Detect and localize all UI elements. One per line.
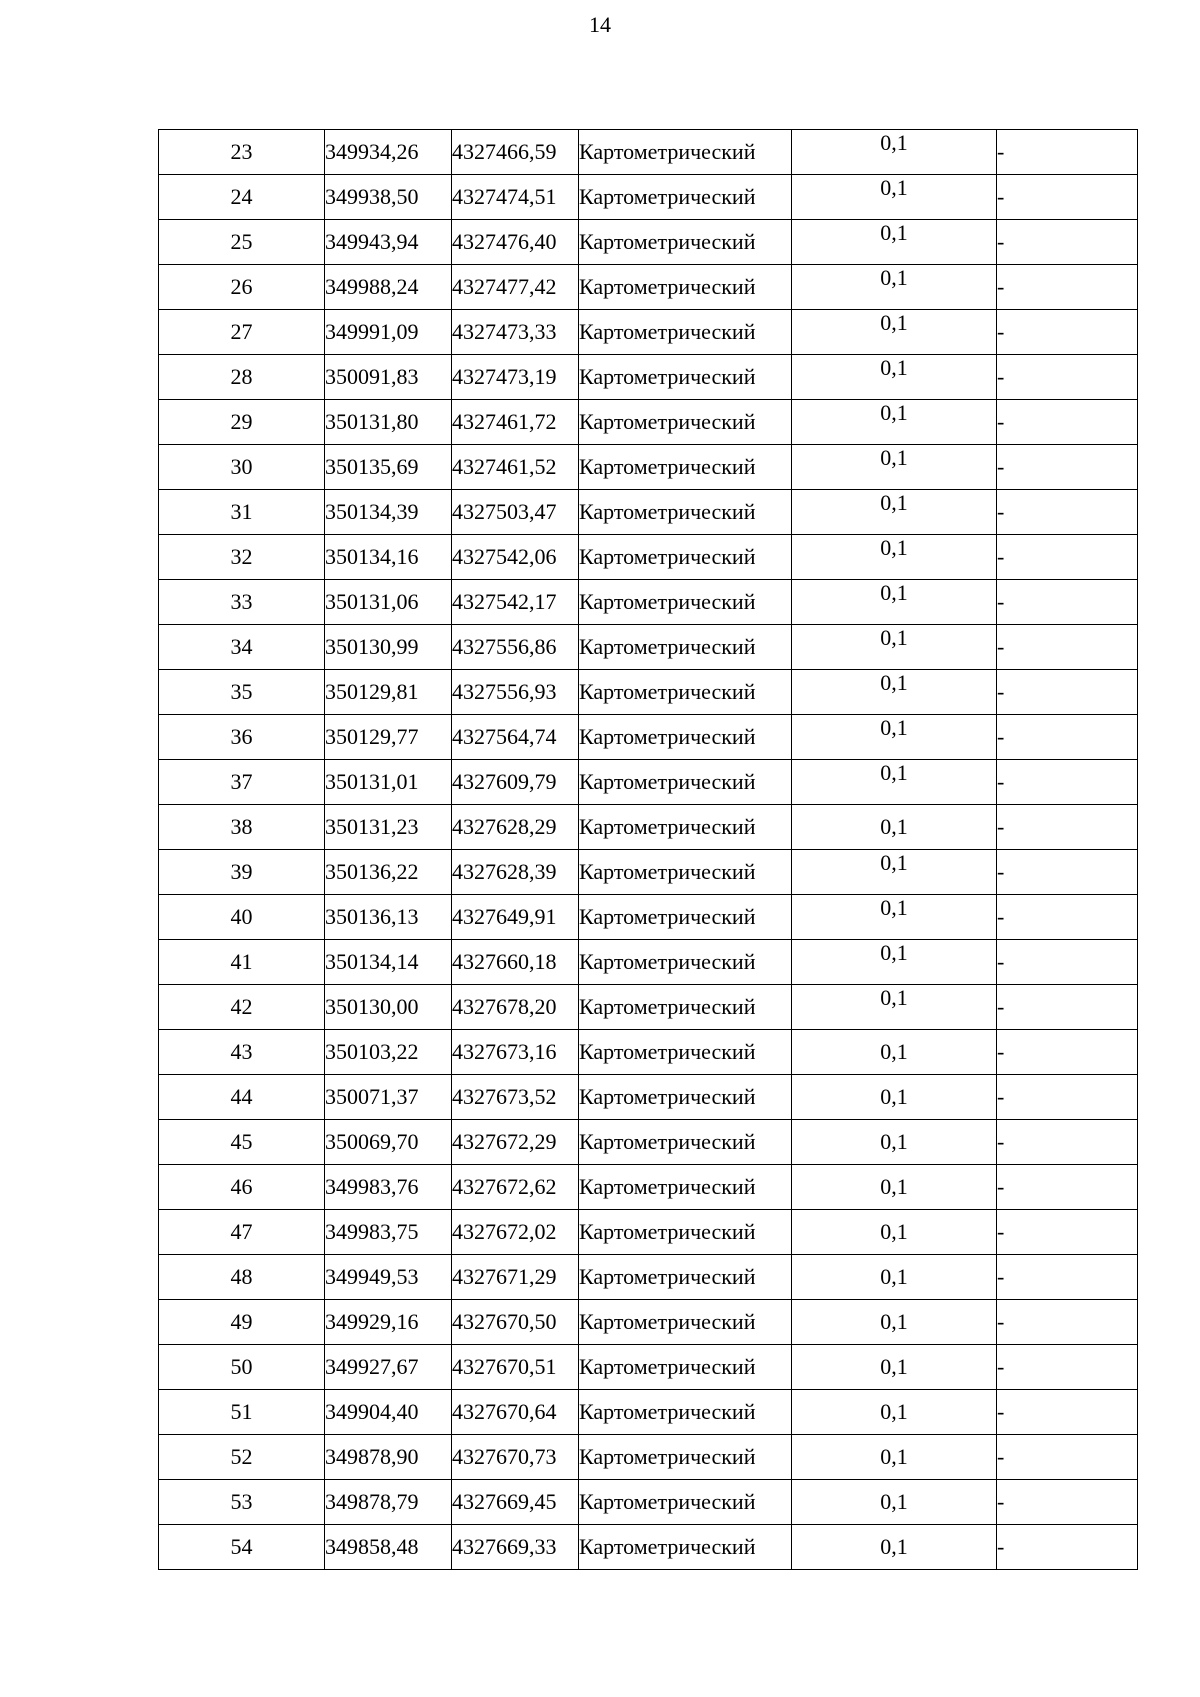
accuracy-cell	[792, 1075, 997, 1120]
accuracy-value: 0,1	[880, 1444, 908, 1469]
accuracy-value: 0,1	[880, 625, 908, 650]
accuracy-value: 0,1	[880, 940, 908, 965]
y-coordinate-cell: 4327678,20	[452, 985, 579, 1030]
method-cell: Картометрический	[579, 535, 792, 580]
y-coordinate-cell: 4327564,74	[452, 715, 579, 760]
point-number-cell: 36	[159, 715, 325, 760]
method-cell: Картометрический	[579, 715, 792, 760]
table-row	[159, 850, 1138, 895]
description-cell: -	[997, 670, 1138, 715]
method-cell: Картометрический	[579, 805, 792, 850]
description-cell: -	[997, 1030, 1138, 1075]
x-coordinate-cell: 349878,79	[325, 1480, 452, 1525]
description-cell: -	[997, 355, 1138, 400]
method-cell: Картометрический	[579, 1345, 792, 1390]
point-number-cell: 28	[159, 355, 325, 400]
table-row	[159, 1255, 1138, 1300]
description-cell: -	[997, 895, 1138, 940]
table-row	[159, 355, 1138, 400]
accuracy-cell	[792, 535, 997, 580]
method-cell: Картометрический	[579, 400, 792, 445]
y-coordinate-cell: 4327461,72	[452, 400, 579, 445]
y-coordinate-cell: 4327466,59	[452, 130, 579, 175]
coordinates-table-body	[159, 130, 1138, 1570]
table-row	[159, 535, 1138, 580]
accuracy-value: 0,1	[880, 850, 908, 875]
accuracy-cell	[792, 130, 997, 175]
description-cell: -	[997, 535, 1138, 580]
table-row	[159, 1210, 1138, 1255]
method-cell: Картометрический	[579, 580, 792, 625]
point-number-cell: 48	[159, 1255, 325, 1300]
accuracy-cell	[792, 265, 997, 310]
x-coordinate-cell: 349949,53	[325, 1255, 452, 1300]
x-coordinate-cell: 350069,70	[325, 1120, 452, 1165]
method-cell: Картометрический	[579, 445, 792, 490]
x-coordinate-cell: 350131,80	[325, 400, 452, 445]
y-coordinate-cell: 4327473,19	[452, 355, 579, 400]
y-coordinate-cell: 4327609,79	[452, 760, 579, 805]
x-coordinate-cell: 350136,13	[325, 895, 452, 940]
accuracy-cell	[792, 850, 997, 895]
description-cell: -	[997, 1345, 1138, 1390]
accuracy-value: 0,1	[880, 760, 908, 785]
accuracy-cell	[792, 760, 997, 805]
description-cell: -	[997, 805, 1138, 850]
table-row	[159, 1480, 1138, 1525]
y-coordinate-cell: 4327461,52	[452, 445, 579, 490]
table-row	[159, 220, 1138, 265]
description-cell: -	[997, 1525, 1138, 1570]
method-cell: Картометрический	[579, 850, 792, 895]
description-cell: -	[997, 1120, 1138, 1165]
page-number: 14	[589, 12, 611, 37]
accuracy-value: 0,1	[880, 814, 908, 839]
accuracy-cell	[792, 805, 997, 850]
table-row	[159, 760, 1138, 805]
x-coordinate-cell: 349983,75	[325, 1210, 452, 1255]
x-coordinate-cell: 350131,01	[325, 760, 452, 805]
accuracy-value: 0,1	[880, 400, 908, 425]
x-coordinate-cell: 349878,90	[325, 1435, 452, 1480]
point-number-cell: 40	[159, 895, 325, 940]
accuracy-cell	[792, 1525, 997, 1570]
description-cell: -	[997, 985, 1138, 1030]
accuracy-value: 0,1	[880, 1489, 908, 1514]
description-cell: -	[997, 490, 1138, 535]
y-coordinate-cell: 4327542,17	[452, 580, 579, 625]
accuracy-value: 0,1	[880, 580, 908, 605]
point-number-cell: 46	[159, 1165, 325, 1210]
point-number-cell: 35	[159, 670, 325, 715]
description-cell: -	[997, 1075, 1138, 1120]
y-coordinate-cell: 4327673,16	[452, 1030, 579, 1075]
accuracy-cell	[792, 580, 997, 625]
y-coordinate-cell: 4327671,29	[452, 1255, 579, 1300]
description-cell: -	[997, 175, 1138, 220]
point-number-cell: 52	[159, 1435, 325, 1480]
accuracy-cell	[792, 1480, 997, 1525]
description-cell: -	[997, 130, 1138, 175]
y-coordinate-cell: 4327672,29	[452, 1120, 579, 1165]
accuracy-cell	[792, 310, 997, 355]
x-coordinate-cell: 350103,22	[325, 1030, 452, 1075]
point-number-cell: 49	[159, 1300, 325, 1345]
method-cell: Картометрический	[579, 985, 792, 1030]
method-cell: Картометрический	[579, 490, 792, 535]
y-coordinate-cell: 4327473,33	[452, 310, 579, 355]
description-cell: -	[997, 265, 1138, 310]
accuracy-cell	[792, 490, 997, 535]
table-row	[159, 1390, 1138, 1435]
table-row	[159, 445, 1138, 490]
point-number-cell: 29	[159, 400, 325, 445]
y-coordinate-cell: 4327556,93	[452, 670, 579, 715]
y-coordinate-cell: 4327670,64	[452, 1390, 579, 1435]
method-cell: Картометрический	[579, 130, 792, 175]
table-row	[159, 940, 1138, 985]
point-number-cell: 51	[159, 1390, 325, 1435]
method-cell: Картометрический	[579, 310, 792, 355]
table-row	[159, 1030, 1138, 1075]
table-row	[159, 895, 1138, 940]
table-row	[159, 1525, 1138, 1570]
y-coordinate-cell: 4327672,02	[452, 1210, 579, 1255]
description-cell: -	[997, 1255, 1138, 1300]
accuracy-value: 0,1	[880, 715, 908, 740]
accuracy-cell	[792, 625, 997, 670]
method-cell: Картометрический	[579, 1120, 792, 1165]
table-row	[159, 400, 1138, 445]
accuracy-value: 0,1	[880, 1534, 908, 1559]
table-row	[159, 130, 1138, 175]
y-coordinate-cell: 4327669,33	[452, 1525, 579, 1570]
accuracy-cell	[792, 1300, 997, 1345]
table-row	[159, 1165, 1138, 1210]
y-coordinate-cell: 4327556,86	[452, 625, 579, 670]
accuracy-cell	[792, 445, 997, 490]
table-row	[159, 715, 1138, 760]
point-number-cell: 53	[159, 1480, 325, 1525]
y-coordinate-cell: 4327477,42	[452, 265, 579, 310]
table-row	[159, 580, 1138, 625]
description-cell: -	[997, 1435, 1138, 1480]
method-cell: Картометрический	[579, 1030, 792, 1075]
point-number-cell: 50	[159, 1345, 325, 1390]
accuracy-cell	[792, 1165, 997, 1210]
accuracy-cell	[792, 1030, 997, 1075]
y-coordinate-cell: 4327660,18	[452, 940, 579, 985]
description-cell: -	[997, 1390, 1138, 1435]
method-cell: Картометрический	[579, 265, 792, 310]
accuracy-cell	[792, 220, 997, 265]
y-coordinate-cell: 4327672,62	[452, 1165, 579, 1210]
table-row	[159, 805, 1138, 850]
y-coordinate-cell: 4327670,50	[452, 1300, 579, 1345]
y-coordinate-cell: 4327628,29	[452, 805, 579, 850]
accuracy-value: 0,1	[880, 1129, 908, 1154]
accuracy-cell	[792, 1345, 997, 1390]
method-cell: Картометрический	[579, 670, 792, 715]
description-cell: -	[997, 625, 1138, 670]
table-row	[159, 265, 1138, 310]
accuracy-value: 0,1	[880, 535, 908, 560]
point-number-cell: 54	[159, 1525, 325, 1570]
description-cell: -	[997, 760, 1138, 805]
description-cell: -	[997, 850, 1138, 895]
accuracy-value: 0,1	[880, 310, 908, 335]
table-row	[159, 175, 1138, 220]
method-cell: Картометрический	[579, 355, 792, 400]
method-cell: Картометрический	[579, 1210, 792, 1255]
accuracy-value: 0,1	[880, 1399, 908, 1424]
point-number-cell: 24	[159, 175, 325, 220]
point-number-cell: 43	[159, 1030, 325, 1075]
method-cell: Картометрический	[579, 760, 792, 805]
method-cell: Картометрический	[579, 625, 792, 670]
x-coordinate-cell: 350134,14	[325, 940, 452, 985]
table-row	[159, 670, 1138, 715]
accuracy-cell	[792, 940, 997, 985]
x-coordinate-cell: 349929,16	[325, 1300, 452, 1345]
description-cell: -	[997, 715, 1138, 760]
accuracy-cell	[792, 985, 997, 1030]
accuracy-value: 0,1	[880, 220, 908, 245]
x-coordinate-cell: 349927,67	[325, 1345, 452, 1390]
accuracy-value: 0,1	[880, 490, 908, 515]
description-cell: -	[997, 445, 1138, 490]
y-coordinate-cell: 4327669,45	[452, 1480, 579, 1525]
description-cell: -	[997, 940, 1138, 985]
point-number-cell: 31	[159, 490, 325, 535]
point-number-cell: 25	[159, 220, 325, 265]
y-coordinate-cell: 4327542,06	[452, 535, 579, 580]
accuracy-value: 0,1	[880, 1354, 908, 1379]
description-cell: -	[997, 220, 1138, 265]
point-number-cell: 42	[159, 985, 325, 1030]
accuracy-value: 0,1	[880, 445, 908, 470]
y-coordinate-cell: 4327649,91	[452, 895, 579, 940]
accuracy-value: 0,1	[880, 670, 908, 695]
method-cell: Картометрический	[579, 175, 792, 220]
x-coordinate-cell: 349904,40	[325, 1390, 452, 1435]
point-number-cell: 34	[159, 625, 325, 670]
method-cell: Картометрический	[579, 940, 792, 985]
accuracy-value: 0,1	[880, 355, 908, 380]
description-cell: -	[997, 1300, 1138, 1345]
method-cell: Картометрический	[579, 220, 792, 265]
table-row	[159, 490, 1138, 535]
x-coordinate-cell: 350136,22	[325, 850, 452, 895]
table-row	[159, 310, 1138, 355]
description-cell: -	[997, 580, 1138, 625]
method-cell: Картометрический	[579, 1435, 792, 1480]
x-coordinate-cell: 350135,69	[325, 445, 452, 490]
point-number-cell: 38	[159, 805, 325, 850]
accuracy-cell	[792, 715, 997, 760]
x-coordinate-cell: 349858,48	[325, 1525, 452, 1570]
x-coordinate-cell: 350134,16	[325, 535, 452, 580]
accuracy-value: 0,1	[880, 1219, 908, 1244]
accuracy-value: 0,1	[880, 895, 908, 920]
y-coordinate-cell: 4327670,73	[452, 1435, 579, 1480]
accuracy-cell	[792, 895, 997, 940]
table-row	[159, 985, 1138, 1030]
y-coordinate-cell: 4327474,51	[452, 175, 579, 220]
method-cell: Картометрический	[579, 1300, 792, 1345]
point-number-cell: 44	[159, 1075, 325, 1120]
table-row	[159, 625, 1138, 670]
method-cell: Картометрический	[579, 1390, 792, 1435]
y-coordinate-cell: 4327503,47	[452, 490, 579, 535]
x-coordinate-cell: 349991,09	[325, 310, 452, 355]
x-coordinate-cell: 350091,83	[325, 355, 452, 400]
accuracy-cell	[792, 1120, 997, 1165]
accuracy-cell	[792, 1390, 997, 1435]
accuracy-cell	[792, 1210, 997, 1255]
point-number-cell: 39	[159, 850, 325, 895]
y-coordinate-cell: 4327628,39	[452, 850, 579, 895]
x-coordinate-cell: 350130,00	[325, 985, 452, 1030]
y-coordinate-cell: 4327673,52	[452, 1075, 579, 1120]
accuracy-value: 0,1	[880, 130, 908, 155]
accuracy-cell	[792, 1435, 997, 1480]
description-cell: -	[997, 1165, 1138, 1210]
table-row	[159, 1345, 1138, 1390]
point-number-cell: 23	[159, 130, 325, 175]
accuracy-value: 0,1	[880, 1039, 908, 1064]
table-row	[159, 1435, 1138, 1480]
accuracy-cell	[792, 670, 997, 715]
description-cell: -	[997, 1480, 1138, 1525]
method-cell: Картометрический	[579, 1525, 792, 1570]
table-row	[159, 1300, 1138, 1345]
x-coordinate-cell: 349934,26	[325, 130, 452, 175]
point-number-cell: 41	[159, 940, 325, 985]
x-coordinate-cell: 350071,37	[325, 1075, 452, 1120]
x-coordinate-cell: 349938,50	[325, 175, 452, 220]
accuracy-cell	[792, 175, 997, 220]
point-number-cell: 30	[159, 445, 325, 490]
method-cell: Картометрический	[579, 1255, 792, 1300]
accuracy-cell	[792, 355, 997, 400]
method-cell: Картометрический	[579, 1165, 792, 1210]
method-cell: Картометрический	[579, 1075, 792, 1120]
x-coordinate-cell: 350131,23	[325, 805, 452, 850]
table-row	[159, 1075, 1138, 1120]
x-coordinate-cell: 350129,77	[325, 715, 452, 760]
accuracy-cell	[792, 1255, 997, 1300]
x-coordinate-cell: 350129,81	[325, 670, 452, 715]
accuracy-value: 0,1	[880, 175, 908, 200]
coordinates-table	[158, 129, 1138, 1570]
point-number-cell: 33	[159, 580, 325, 625]
method-cell: Картометрический	[579, 1480, 792, 1525]
x-coordinate-cell: 350130,99	[325, 625, 452, 670]
x-coordinate-cell: 349943,94	[325, 220, 452, 265]
point-number-cell: 47	[159, 1210, 325, 1255]
accuracy-value: 0,1	[880, 265, 908, 290]
y-coordinate-cell: 4327670,51	[452, 1345, 579, 1390]
point-number-cell: 37	[159, 760, 325, 805]
x-coordinate-cell: 350134,39	[325, 490, 452, 535]
point-number-cell: 27	[159, 310, 325, 355]
point-number-cell: 32	[159, 535, 325, 580]
accuracy-value: 0,1	[880, 985, 908, 1010]
description-cell: -	[997, 310, 1138, 355]
point-number-cell: 26	[159, 265, 325, 310]
accuracy-cell	[792, 400, 997, 445]
y-coordinate-cell: 4327476,40	[452, 220, 579, 265]
point-number-cell: 45	[159, 1120, 325, 1165]
accuracy-value: 0,1	[880, 1309, 908, 1334]
table-row	[159, 1120, 1138, 1165]
x-coordinate-cell: 349983,76	[325, 1165, 452, 1210]
accuracy-value: 0,1	[880, 1264, 908, 1289]
accuracy-value: 0,1	[880, 1174, 908, 1199]
accuracy-value: 0,1	[880, 1084, 908, 1109]
method-cell: Картометрический	[579, 895, 792, 940]
x-coordinate-cell: 349988,24	[325, 265, 452, 310]
description-cell: -	[997, 400, 1138, 445]
description-cell: -	[997, 1210, 1138, 1255]
x-coordinate-cell: 350131,06	[325, 580, 452, 625]
